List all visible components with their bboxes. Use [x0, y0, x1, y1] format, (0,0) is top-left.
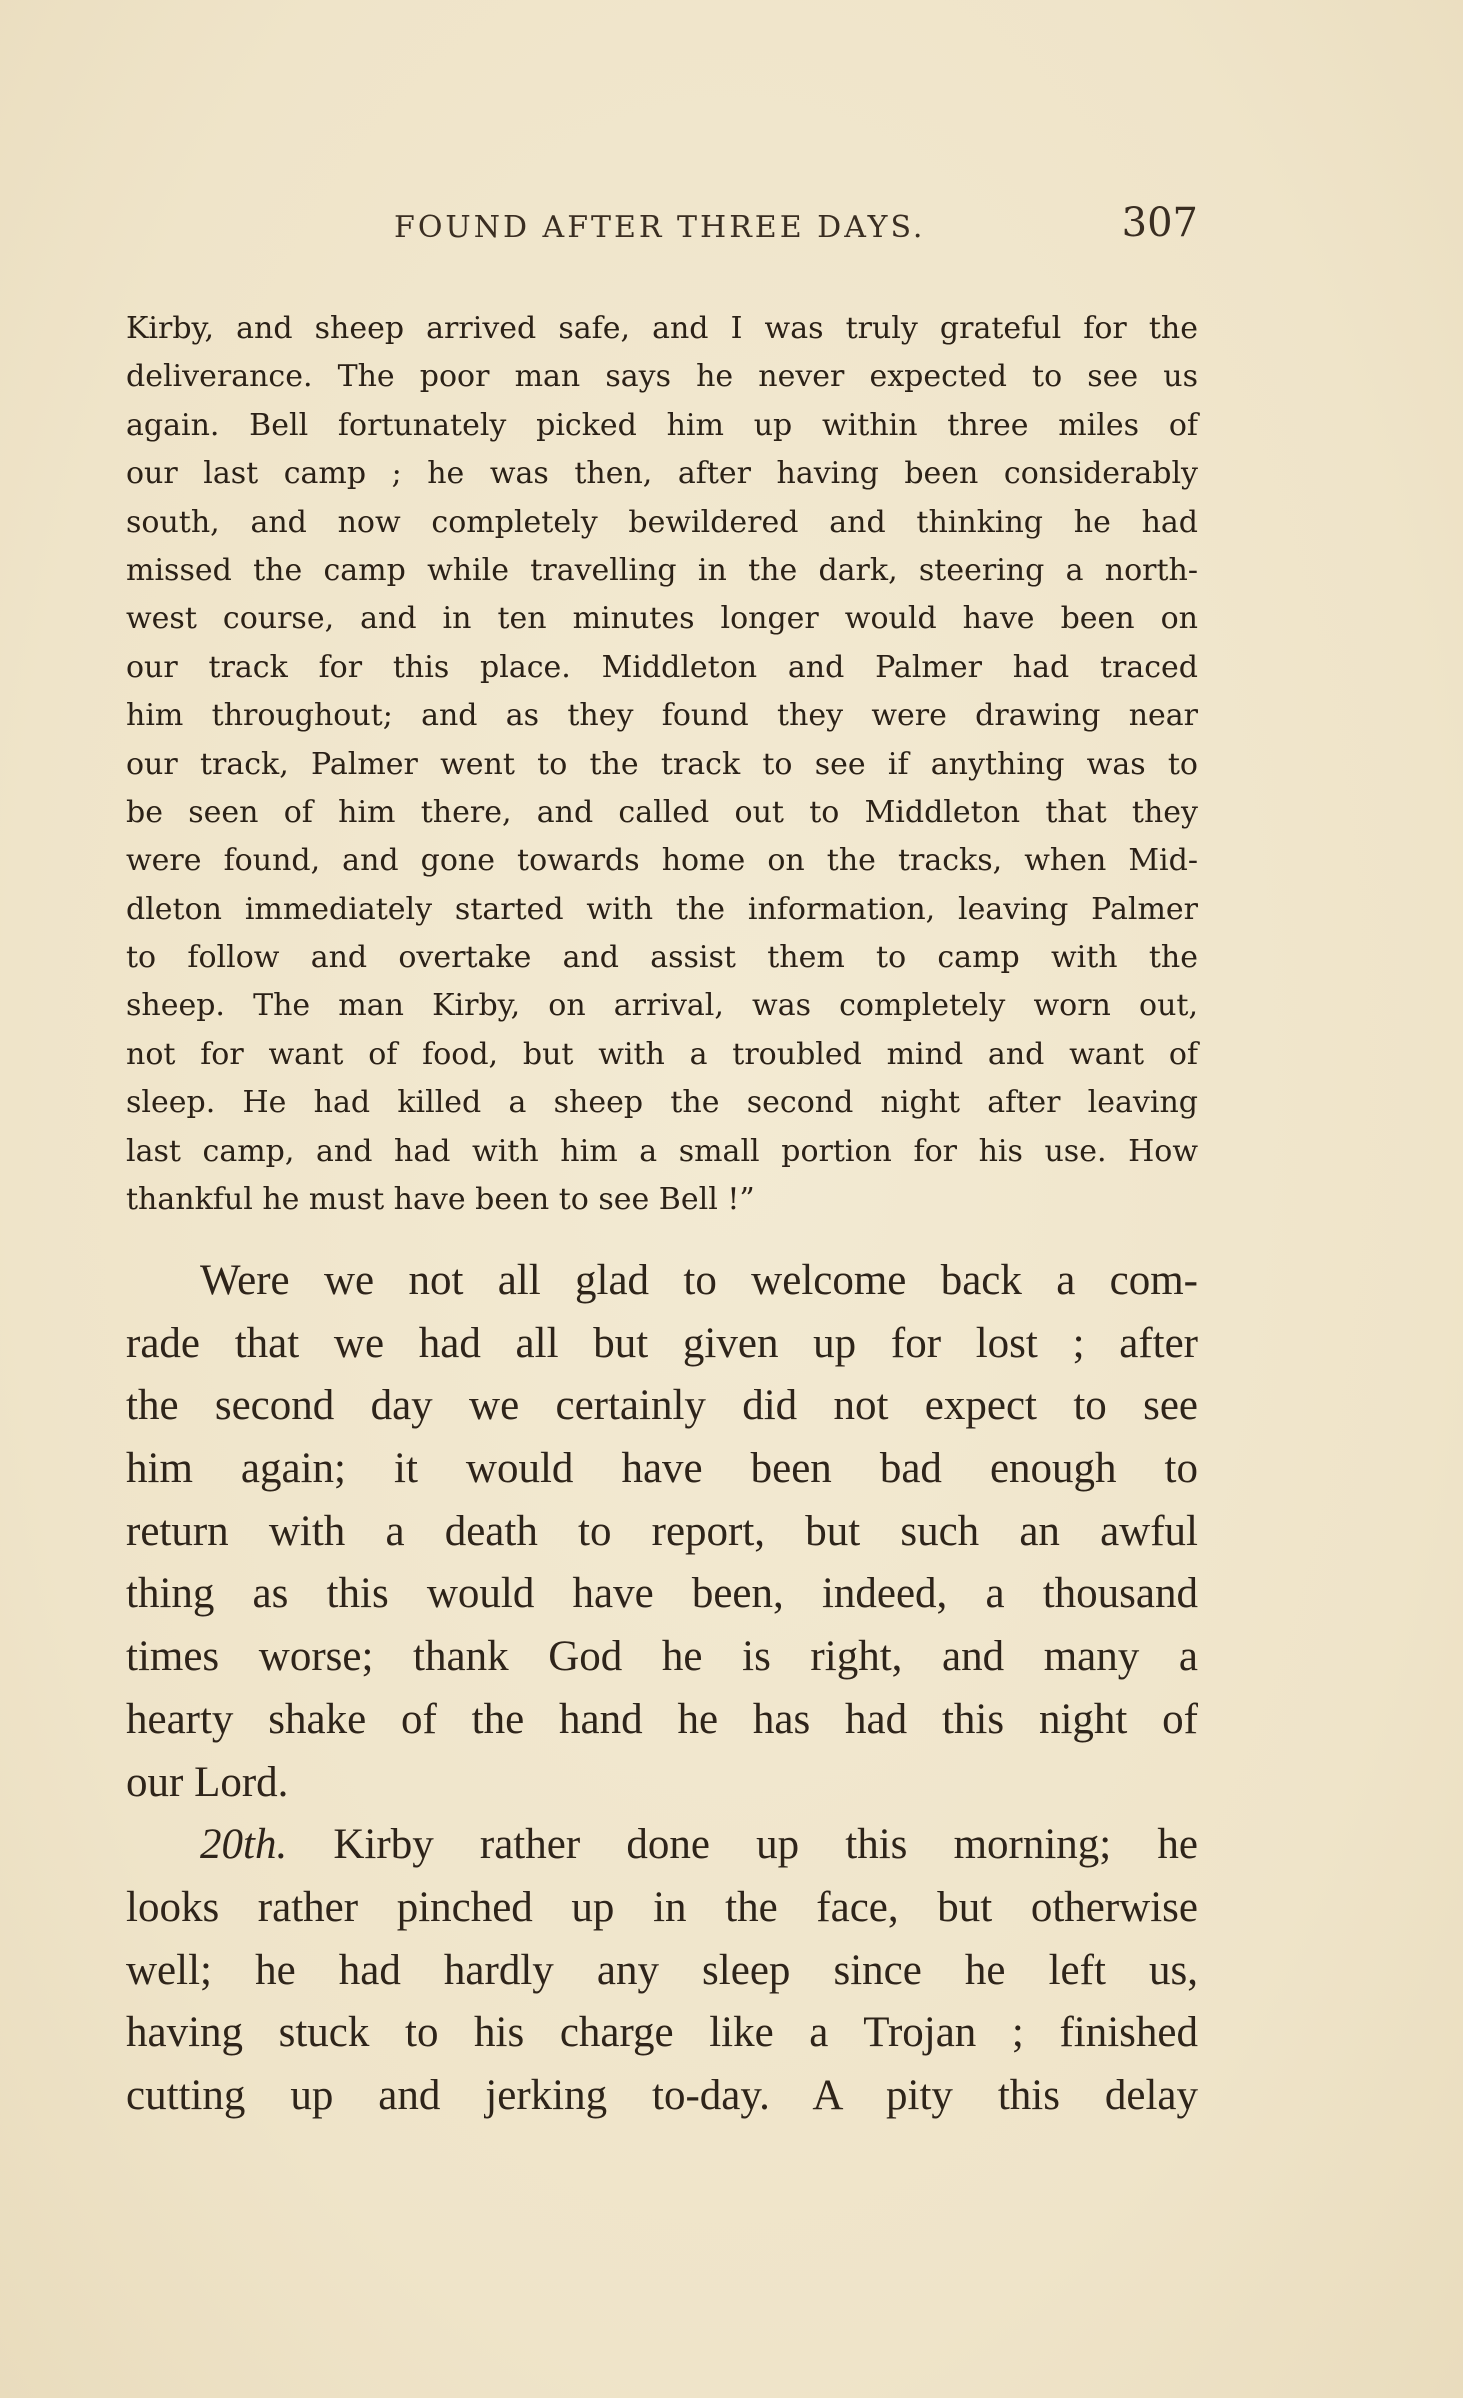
text-line: hearty shake of the hand he has had this night of: [126, 1695, 1198, 1743]
text-line: times worse; thank God he is right, and many a: [126, 1633, 1198, 1681]
text-line: west course, and in ten minutes longer would have been on: [126, 601, 1198, 637]
text-line: rade that we had all but given up for lost ; after: [126, 1319, 1198, 1367]
text-line: Kirby, and sheep arrived safe, and I was truly grateful for the: [126, 311, 1198, 346]
text-line: again. Bell fortunately picked him up within three miles of: [126, 407, 1198, 443]
text-line: missed the camp while travelling in the dark, steering a north-: [126, 552, 1198, 588]
main-text: [126, 1250, 1198, 2128]
text-line: cutting up and jerking to-day. A pity this delay: [126, 2071, 1198, 2119]
text-line: not for want of food, but with a troubled mind and want of: [126, 1036, 1198, 1072]
text-line: were found, and gone towards home on the tracks, when Mid-: [126, 843, 1198, 879]
entry-text: Kirby rather done up this morning; he: [287, 1821, 1198, 1869]
text-line: return with a death to report, but such an awful: [126, 1507, 1198, 1555]
text-line: thankful he must have been to see Bell !”: [126, 1182, 755, 1218]
text-line: to follow and overtake and assist them to camp with the: [126, 940, 1198, 976]
text-line: our track, Palmer went to the track to see if anything was to: [126, 746, 1198, 782]
text-line: deliverance. The poor man says he never expected to see us: [126, 359, 1198, 395]
text-line: the second day we certainly did not expect to see: [126, 1382, 1198, 1430]
text-line: sleep. He had killed a sheep the second night after leaving: [126, 1085, 1198, 1121]
text-line: sheep. The man Kirby, on arrival, was completely worn out,: [126, 988, 1198, 1024]
text-line: well; he had hardly any sleep since he left us,: [126, 1946, 1198, 1994]
page-number: 307: [1121, 200, 1198, 246]
text-line: Were we not all glad to welcome back a com-: [200, 1257, 1198, 1304]
text-line: looks rather pinched up in the face, but otherwise: [126, 1883, 1198, 1931]
text-line: our Lord.: [126, 1758, 289, 1806]
quoted-letter: [126, 305, 1198, 1224]
text-line: dleton immediately started with the information, leaving Palmer: [126, 891, 1198, 927]
text-line: thing as this would have been, indeed, a thousand: [126, 1570, 1198, 1618]
text-line: south, and now completely bewildered and thinking he had: [126, 504, 1198, 540]
text-line: last camp, and had with him a small portion for his use. How: [126, 1133, 1198, 1169]
page-header: [126, 200, 1198, 260]
text-line: our last camp ; he was then, after having been considerably: [126, 456, 1198, 492]
entry-date: 20th.: [200, 1821, 288, 1869]
text-line: him throughout; and as they found they were drawing near: [126, 698, 1198, 734]
text-line: him again; it would have been bad enough to: [126, 1445, 1198, 1493]
diary-entry-first-line: [126, 1814, 1198, 1877]
running-head: FOUND AFTER THREE DAYS.: [394, 210, 926, 245]
text-line: having stuck to his charge like a Trojan ; finished: [126, 2009, 1198, 2057]
text-line: our track for this place. Middleton and Palmer had traced: [126, 649, 1198, 685]
text-line: be seen of him there, and called out to Middleton that they: [126, 794, 1198, 830]
